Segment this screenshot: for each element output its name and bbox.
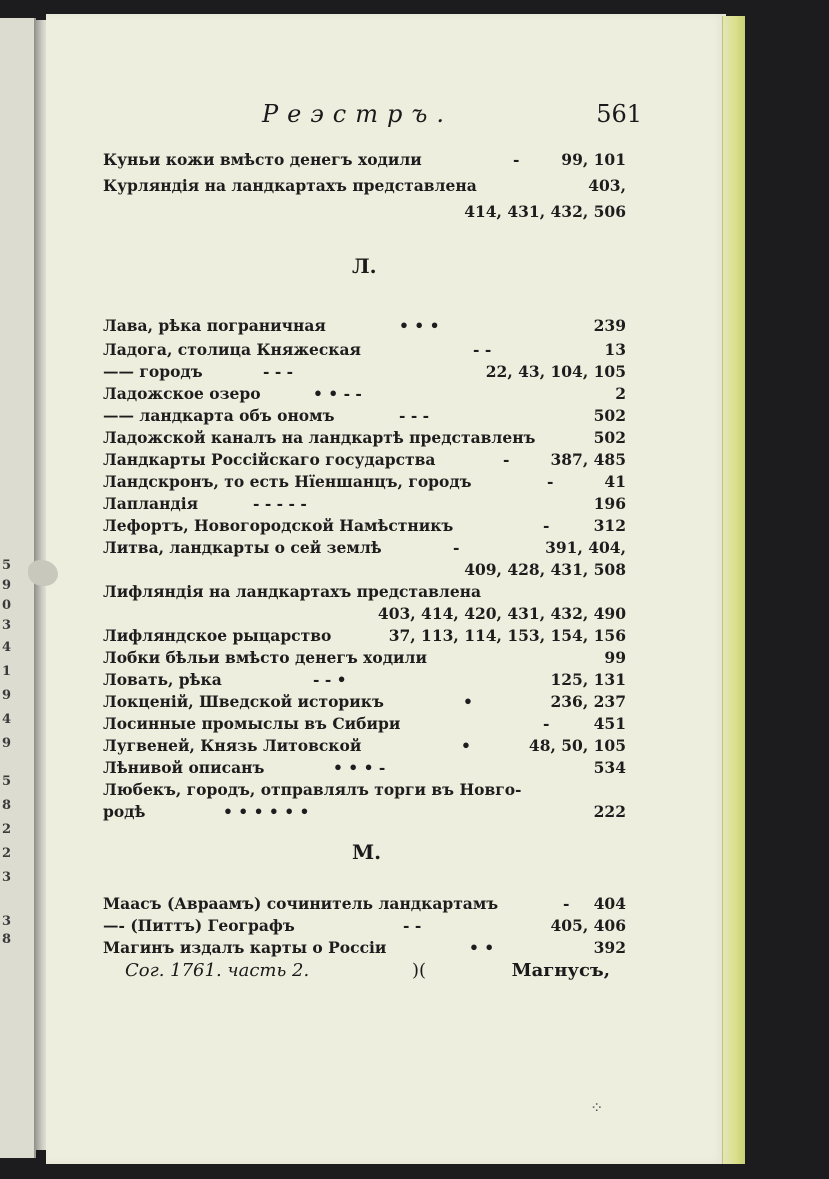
facing-page-fragment: 3 xyxy=(2,914,12,929)
entry-pages: 502 xyxy=(593,428,626,447)
facing-page-fragment: 5 xyxy=(2,774,12,789)
section-heading-m: М. xyxy=(352,840,382,864)
facing-page-fragment: 4 xyxy=(2,712,12,727)
entry-pages: 37, 113, 114, 153, 154, 156 xyxy=(388,626,626,645)
entry-pages: 392 xyxy=(593,938,626,957)
entry-pages: 534 xyxy=(593,758,626,777)
page-footer xyxy=(125,960,610,988)
entry-pages: 502 xyxy=(593,406,626,425)
entry-leader: • • • • • • xyxy=(223,802,310,821)
entry-leader: • xyxy=(463,692,473,711)
entry-pages: 414, 431, 432, 506 xyxy=(464,202,626,221)
entry-text: Ландкарты Россійскаго государства xyxy=(103,450,436,469)
index-entry xyxy=(103,916,626,938)
entry-pages: 236, 237 xyxy=(550,692,626,711)
signature-mark: Сог. 1761. часть 2. xyxy=(125,960,310,981)
index-entry xyxy=(103,494,626,516)
entry-pages: 312 xyxy=(593,516,626,535)
index-entry xyxy=(103,894,626,916)
entry-leader: - xyxy=(453,538,460,557)
entry-leader: - xyxy=(547,472,554,491)
entry-text: Курляндія на ландкартахъ представлена xyxy=(103,176,477,195)
entry-text: Литва, ландкарты о сей землѣ xyxy=(103,538,382,557)
index-entry xyxy=(103,802,626,824)
index-entry xyxy=(103,340,626,362)
catchword: Магнусъ, xyxy=(511,960,610,981)
entry-text: Магинъ издалъ карты о Россіи xyxy=(103,938,387,957)
entry-text: —- (Питтъ) Географъ xyxy=(103,916,295,935)
page-number: 561 xyxy=(596,100,642,128)
sheet-mark: )( xyxy=(412,960,427,981)
entry-pages: 99 xyxy=(604,648,626,667)
entry-text: Ладожской каналъ на ландкартѣ представленъ xyxy=(103,428,536,447)
index-entry xyxy=(103,780,626,802)
facing-page-fragment: 3 xyxy=(2,618,12,633)
facing-page-fragment: 9 xyxy=(2,578,12,593)
index-entry xyxy=(103,516,626,538)
entry-text: Ландскронъ, то есть Нїеншанцъ, городъ xyxy=(103,472,472,491)
entry-pages: 125, 131 xyxy=(550,670,626,689)
page-title: Реэстръ. xyxy=(262,100,453,128)
entry-text: Ладожское озеро xyxy=(103,384,261,403)
index-entry xyxy=(103,938,626,960)
entry-text: Лефортъ, Новогородской Намѣстникъ xyxy=(103,516,454,535)
facing-page-fragment: 2 xyxy=(2,846,12,861)
entry-pages: 48, 50, 105 xyxy=(528,736,626,755)
entry-text: —— городъ xyxy=(103,362,203,381)
index-entry-continuation xyxy=(103,604,626,626)
entry-leader: - - xyxy=(403,916,422,935)
entry-text: Лѣнивой описанъ xyxy=(103,758,265,777)
section-heading-l: Л. xyxy=(352,254,377,278)
entry-pages: 239 xyxy=(593,316,626,335)
index-entry xyxy=(103,582,626,604)
index-entry xyxy=(103,648,626,670)
entry-pages: 403, xyxy=(588,176,626,195)
entry-text: Ловать, рѣка xyxy=(103,670,222,689)
entry-text: Лава, рѣка пограничная xyxy=(103,316,326,335)
facing-page-fragment: 9 xyxy=(2,688,12,703)
facing-page-fragment: 9 xyxy=(2,736,12,751)
entry-leader: - xyxy=(543,516,550,535)
entry-pages: 2 xyxy=(615,384,626,403)
entry-pages: 13 xyxy=(604,340,626,359)
facing-page-fragment: 3 xyxy=(2,870,12,885)
facing-page-fragment: 2 xyxy=(2,822,12,837)
paper-speck: ⁘ xyxy=(590,1098,604,1117)
index-entry xyxy=(103,406,626,428)
entry-pages: 451 xyxy=(593,714,626,733)
entry-pages: 404 xyxy=(593,894,626,913)
index-entry xyxy=(103,736,626,758)
index-entry xyxy=(103,538,626,560)
entry-text: Локценій, Шведской историкъ xyxy=(103,692,384,711)
entry-text: Лосинные промыслы въ Сибири xyxy=(103,714,401,733)
index-entry xyxy=(103,428,626,450)
entry-leader: • • • xyxy=(399,316,440,335)
facing-page-fragment: 8 xyxy=(2,798,12,813)
index-entry xyxy=(103,472,626,494)
entry-leader: • • - - xyxy=(313,384,362,403)
entry-pages: 99, 101 xyxy=(561,150,626,169)
entry-text: Лобки бѣльи вмѣсто денегъ ходили xyxy=(103,648,427,667)
facing-page-fragment: 5 xyxy=(2,558,12,573)
entry-leader: - xyxy=(543,714,550,733)
index-entry xyxy=(103,670,626,692)
entry-leader: - - - xyxy=(399,406,430,425)
entry-text: Маасъ (Авраамъ) сочинитель ландкартамъ xyxy=(103,894,499,913)
entry-text: Лапландія xyxy=(103,494,199,513)
entry-leader: - xyxy=(513,150,520,169)
entry-pages: 409, 428, 431, 508 xyxy=(464,560,626,579)
entry-text: Лифляндія на ландкартахъ представлена xyxy=(103,582,482,601)
entry-leader: • • xyxy=(469,938,495,957)
entry-leader: • xyxy=(461,736,471,755)
index-entry xyxy=(103,384,626,406)
running-header xyxy=(262,100,642,134)
index-entry xyxy=(103,316,626,338)
entry-pages: 403, 414, 420, 431, 432, 490 xyxy=(377,604,626,623)
index-entry-continuation xyxy=(103,202,626,224)
entry-pages: 222 xyxy=(593,802,626,821)
entry-text: Лифляндское рыцарство xyxy=(103,626,332,645)
entry-text: родѣ xyxy=(103,802,146,821)
entry-text: Куньи кожи вмѣсто денегъ ходили xyxy=(103,150,422,169)
entry-pages: 22, 43, 104, 105 xyxy=(485,362,626,381)
entry-pages: 41 xyxy=(604,472,626,491)
facing-page-edge xyxy=(0,18,36,1158)
entry-leader: - xyxy=(563,894,570,913)
index-entry xyxy=(103,450,626,472)
entry-leader: - - xyxy=(473,340,492,359)
facing-page-fragment: 0 xyxy=(2,598,12,613)
page-edge xyxy=(722,16,745,1164)
entry-leader: - - - xyxy=(263,362,294,381)
entry-pages: 405, 406 xyxy=(550,916,626,935)
index-entry xyxy=(103,176,626,198)
entry-text: —— ландкарта объ ономъ xyxy=(103,406,335,425)
entry-pages: 391, 404, xyxy=(545,538,626,557)
index-entry xyxy=(103,758,626,780)
index-entry xyxy=(103,692,626,714)
facing-page-fragment: 1 xyxy=(2,664,12,679)
facing-page-fragment: 4 xyxy=(2,640,12,655)
entry-text: Ладога, столица Княжеская xyxy=(103,340,361,359)
entry-leader: - xyxy=(503,450,510,469)
index-entry xyxy=(103,626,626,648)
index-entry xyxy=(103,150,626,172)
entry-leader: - - • xyxy=(313,670,347,689)
entry-leader: • • • - xyxy=(333,758,386,777)
entry-pages: 387, 485 xyxy=(550,450,626,469)
index-entry xyxy=(103,714,626,736)
entry-leader: - - - - - xyxy=(253,494,307,513)
index-entry-continuation xyxy=(103,560,626,582)
facing-page-fragment: 8 xyxy=(2,932,12,947)
entry-text: Любекъ, городъ, отправлялъ торги въ Новго- xyxy=(103,780,522,799)
entry-pages: 196 xyxy=(593,494,626,513)
index-entry xyxy=(103,362,626,384)
paper-stain xyxy=(28,560,58,586)
entry-text: Лугвеней, Князь Литовской xyxy=(103,736,362,755)
